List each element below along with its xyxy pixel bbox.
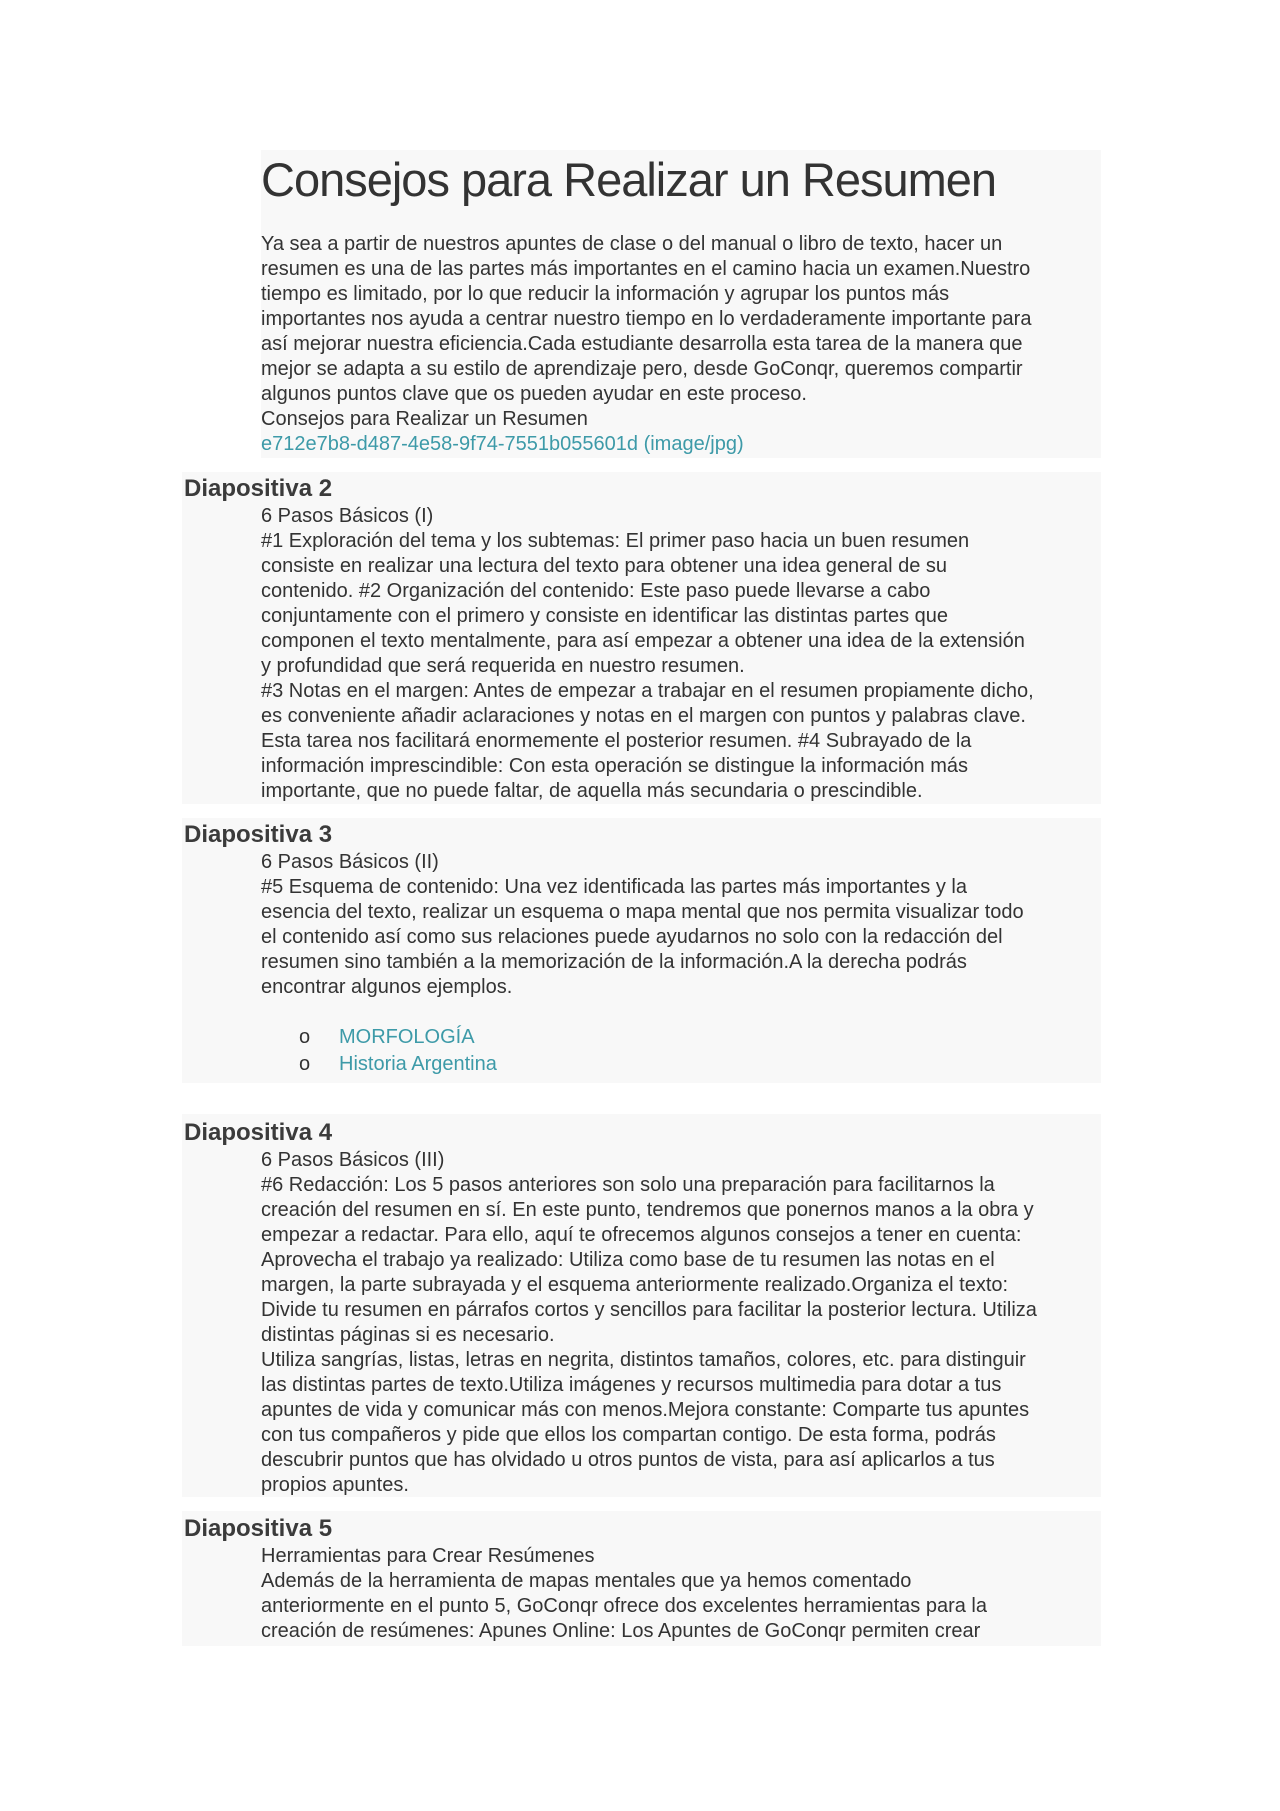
text-line: #3 Notas en el margen: Antes de empezar a trabajar en el resumen propiamente dicho, (261, 680, 1034, 702)
slide-paragraph (261, 1569, 1101, 1644)
text-line: #5 Esquema de contenido: Una vez identificada las partes más importantes y la (261, 876, 967, 898)
historia-argentina-link[interactable]: Historia Argentina (339, 1053, 497, 1075)
slide-heading: Diapositiva 3 (184, 821, 333, 848)
text-line: Divide tu resumen en párrafos cortos y sencillos para facilitar la posterior lectura. Utiliza (261, 1299, 1037, 1321)
text-line: Aprovecha el trabajo ya realizado: Utiliza como base de tu resumen las notas en el (261, 1249, 995, 1271)
intro-paragraph (261, 232, 1101, 407)
slide-heading: Diapositiva 5 (184, 1515, 333, 1542)
list-item (261, 1024, 1101, 1051)
text-line: contenido. #2 Organización del contenido: Este paso puede llevarse a cabo (261, 580, 931, 602)
text-line: empezar a redactar. Para ello, aquí te ofrecemos algunos consejos a tener en cuenta: (261, 1224, 1022, 1246)
text-line: conjuntamente con el primero y consiste en identificar las distintas partes que (261, 605, 949, 627)
intro-section (261, 232, 1101, 457)
text-line: Además de la herramienta de mapas mentales que ya hemos comentado (261, 1570, 912, 1592)
slide3-body (261, 850, 1101, 1078)
slide-heading: Diapositiva 4 (184, 1119, 333, 1146)
bullet-marker: o (299, 1026, 311, 1048)
text-line: Utiliza sangrías, listas, letras en negrita, distintos tamaños, colores, etc. para distinguir (261, 1349, 1026, 1371)
text-line: margen, la parte subrayada y el esquema anteriormente realizado.Organiza el texto: (261, 1274, 1009, 1296)
image-attachment-link[interactable]: e712e7b8-d487-4e58-9f74-7551b055601d (image/jpg) (261, 433, 744, 455)
intro-line: Ya sea a partir de nuestros apuntes de clase o del manual o libro de texto, hacer un (261, 233, 1003, 255)
intro-line: algunos puntos clave que os pueden ayudar en este proceso. (261, 383, 807, 405)
text-line: #6 Redacción: Los 5 pasos anteriores son solo una preparación para facilitarnos la (261, 1174, 995, 1196)
slide-subtitle: Herramientas para Crear Resúmenes (261, 1545, 595, 1567)
morfologia-link[interactable]: MORFOLOGÍA (339, 1026, 475, 1048)
slide-heading: Diapositiva 2 (184, 475, 333, 502)
text-line: importante, que no puede faltar, de aquella más secundaria o prescindible. (261, 780, 923, 802)
slide-subtitle: 6 Pasos Básicos (II) (261, 851, 439, 873)
text-line: creación de resúmenes: Apunes Online: Los Apuntes de GoConqr permiten crear (261, 1620, 981, 1642)
slide-subtitle: 6 Pasos Básicos (I) (261, 505, 434, 527)
text-line: Esta tarea nos facilitará enormemente el posterior resumen. #4 Subrayado de la (261, 730, 972, 752)
intro-line: resumen es una de las partes más importantes en el camino hacia un examen.Nuestro (261, 258, 1031, 280)
intro-line: así mejorar nuestra eficiencia.Cada estudiante desarrolla esta tarea de la manera que (261, 333, 1023, 355)
text-line: información imprescindible: Con esta operación se distingue la información más (261, 755, 969, 777)
example-links-list (261, 1024, 1101, 1078)
text-line: encontrar algunos ejemplos. (261, 976, 513, 998)
page-title: Consejos para Realizar un Resumen (261, 153, 997, 206)
intro-line: tiempo es limitado, por lo que reducir la información y agrupar los puntos más (261, 283, 950, 305)
slide2-body (261, 504, 1101, 804)
list-item (261, 1051, 1101, 1078)
slide-paragraph (261, 1173, 1101, 1498)
slide-paragraph (261, 875, 1101, 1000)
text-line: #1 Exploración del tema y los subtemas: El primer paso hacia un buen resumen (261, 530, 970, 552)
text-line: consiste en realizar una lectura del texto para obtener una idea general de su (261, 555, 948, 577)
text-line: creación del resumen en sí. En este punto, tendremos que ponernos manos a la obra y (261, 1199, 1034, 1221)
text-line: anteriormente en el punto 5, GoConqr ofrece dos excelentes herramientas para la (261, 1595, 987, 1617)
text-line: con tus compañeros y pide que ellos los compartan contigo. De esta forma, podrás (261, 1424, 996, 1446)
text-line: resumen sino también a la memorización de la información.A la derecha podrás (261, 951, 967, 973)
text-line: propios apuntes. (261, 1474, 409, 1496)
text-line: apuntes de vida y comunicar más con menos.Mejora constante: Comparte tus apuntes (261, 1399, 1030, 1421)
text-line: las distintas partes de texto.Utiliza imágenes y recursos multimedia para dotar a tus (261, 1374, 1002, 1396)
text-line: descubrir puntos que has olvidado u otros puntos de vista, para así aplicarlos a tus (261, 1449, 995, 1471)
text-line: el contenido así como sus relaciones puede ayudarnos no solo con la redacción del (261, 926, 1003, 948)
text-line: y profundidad que será requerida en nuestro resumen. (261, 655, 745, 677)
intro-line: importantes nos ayuda a centrar nuestro tiempo en lo verdaderamente importante para (261, 308, 1032, 330)
intro-line: mejor se adapta a su estilo de aprendizaje pero, desde GoConqr, queremos compartir (261, 358, 1023, 380)
text-line: es conveniente añadir aclaraciones y notas en el margen con puntos y palabras clave. (261, 705, 1026, 727)
bullet-marker: o (299, 1053, 311, 1075)
slide-subtitle: 6 Pasos Básicos (III) (261, 1149, 445, 1171)
slide-paragraph (261, 529, 1101, 804)
intro-subtitle: Consejos para Realizar un Resumen (261, 408, 588, 430)
text-line: componen el texto mentalmente, para así empezar a obtener una idea de la extensión (261, 630, 1025, 652)
text-line: distintas páginas si es necesario. (261, 1324, 555, 1346)
slide5-body (261, 1544, 1101, 1644)
text-line: esencia del texto, realizar un esquema o mapa mental que nos permita visualizar todo (261, 901, 1024, 923)
slide4-body (261, 1148, 1101, 1498)
